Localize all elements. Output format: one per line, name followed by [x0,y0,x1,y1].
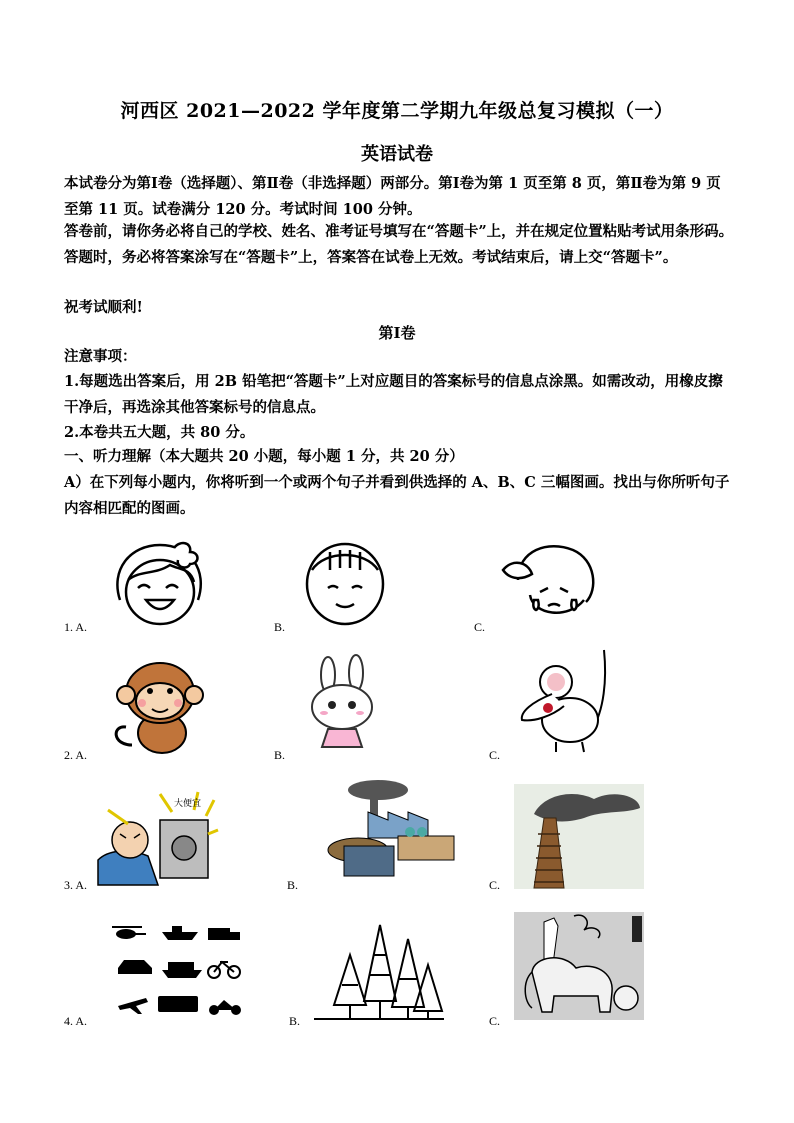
airplane-icon [118,998,148,1014]
bicycle-icon [208,962,240,978]
intro-paragraph: 本试卷分为第Ⅰ卷（选择题）、第Ⅱ卷（非选择题）两部分。第Ⅰ卷为第 1 页至第 8 页，第Ⅱ卷为第 9 页至第 11 页。试卷满分 120 分。考试时间 100 分钟。 [64,175,721,218]
good-luck: 祝考试顺利! [64,299,143,316]
cruise-ship-icon [162,962,202,978]
part1-instruction: A）在下列每小题内，你将听到一个或两个句子并看到供选择的 A、B、C 三幅图画。找出与你所听句子内容相匹配的图画。 [64,474,730,517]
q4-label-c: C. [489,1014,501,1028]
part1-heading: 一、听力理解（本大题共 20 小题，每小题 1 分，共 20 分） [64,448,464,465]
q3-label-b: B. [287,878,299,892]
q1-label-a: 1. A. [64,620,88,634]
q1-label-c: C. [474,620,486,634]
section-title: 第Ⅰ卷 [378,324,416,342]
forest-picture [314,915,444,1020]
crying-girl-picture [498,540,603,625]
truck-icon [208,928,240,940]
car-icon [118,960,152,974]
q3-label-a: 3. A. [64,878,88,892]
note-item-2: 2.本卷共五大题，共 80 分。 [64,424,255,441]
speaker-sign-text: 大便宜 [174,799,202,809]
zoo-animals-picture [514,912,644,1020]
happy-girl-picture [110,540,210,630]
notes-heading: 注意事项： [64,348,137,365]
rabbit-picture [302,655,387,755]
monkey-picture [112,655,204,755]
bus-icon [158,996,198,1012]
q2-label-a: 2. A. [64,748,88,762]
mouse-picture [512,650,612,755]
instructions-paragraph: 答卷前，请你务必将自己的学校、姓名、准考证号填写在“答题卡”上，并在规定位置粘贴考试用条形码。答题时，务必将答案涂写在“答题卡”上，答案答在试卷上无效。考试结束后，请上交“答题卡”。 [64,223,734,266]
motorcycle-icon [209,1000,241,1015]
q1-label-b: B. [274,620,286,634]
q2-label-b: B. [274,748,286,762]
page-subtitle: 英语试卷 [361,144,433,165]
transport-icons-picture [112,926,242,1016]
helicopter-icon [112,926,146,939]
q4-label-b: B. [289,1014,301,1028]
q2-label-c: C. [489,748,501,762]
q3-label-c: C. [489,878,501,892]
smiling-boy-picture [300,540,390,630]
factory-pollution-picture [318,778,458,878]
page-title: 河西区 2021—2022 学年度第二学期九年级总复习模拟（一） [120,100,674,122]
ship-icon [162,926,198,940]
q4-label-a: 4. A. [64,1014,88,1028]
chimney-smoke-picture [514,784,644,889]
noise-speaker-picture [98,790,228,885]
note-item-1: 1.每题选出答案后，用 2B 铅笔把“答题卡”上对应题目的答案标号的信息点涂黑。如需改动，用橡皮擦干净后，再选涂其他答案标号的信息点。 [64,373,723,416]
